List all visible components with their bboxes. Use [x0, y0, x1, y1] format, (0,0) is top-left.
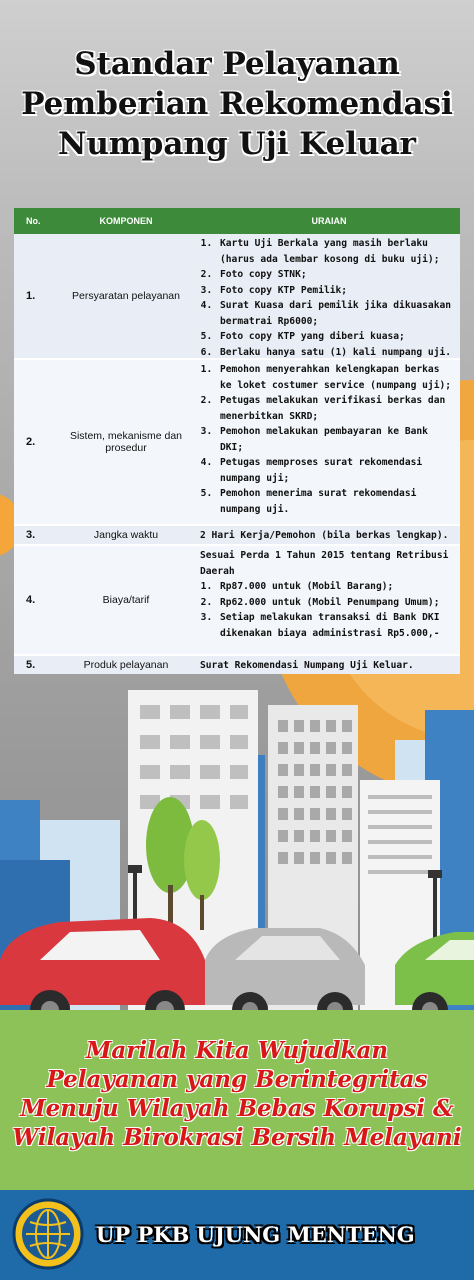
slogan-line-4: Wilayah Birokrasi Bersih Melayani — [12, 1124, 462, 1151]
slogan-line-3: Menuju Wilayah Bebas Korupsi & — [20, 1095, 454, 1122]
row-uraian: Surat Rekomendasi Numpang Uji Keluar. — [200, 660, 414, 671]
logo-emblem — [12, 1198, 84, 1270]
city-skyline — [0, 660, 474, 1030]
slogan-line-1: Marilah Kita Wujudkan — [85, 1037, 389, 1064]
list-item: 6. Berlaku hanya satu (1) kali numpang uji. — [218, 345, 456, 361]
table-row — [14, 360, 460, 526]
list-item: 1. Pemohon menyerahkan kelengkapan berkas ke loket costumer service (numpang uji); — [218, 362, 456, 393]
row-uraian — [198, 234, 460, 358]
list-item: 2. Rp62.000 untuk (Mobil Penumpang Umum); — [218, 595, 456, 611]
list-item: 1. Kartu Uji Berkala yang masih berlaku (harus ada lembar kosong di buku uji); — [218, 236, 456, 267]
list-item: 4. Petugas memproses surat rekomendasi numpang uji; — [218, 455, 456, 486]
list-item: 3. Pemohon melakukan pembayaran ke Bank DKI; — [218, 424, 456, 455]
row-uraian — [198, 360, 460, 524]
row-komponen: Biaya/tarif — [102, 594, 150, 606]
header-no: No. — [26, 216, 41, 226]
list-item: 1. Rp87.000 untuk (Mobil Barang); — [218, 579, 456, 595]
org-name: UP PKB UJUNG MENTENG — [96, 1222, 415, 1247]
row-uraian: 2 Hari Kerja/Pemohon (bila berkas lengkap). — [200, 530, 449, 541]
list-item: 2. Petugas melakukan verifikasi berkas dan menerbitkan SKRD; — [218, 393, 456, 424]
title-line-1: Standar Pelayanan — [74, 46, 400, 82]
row-intro: Sesuai Perda 1 Tahun 2015 tentang Retribusi Daerah — [200, 550, 449, 577]
list-item: 3. Setiap melakukan transaksi di Bank DKI dikenakan biaya administrasi Rp5.000,- — [218, 610, 456, 641]
row-no: 2. — [26, 436, 36, 448]
title-line-3: Numpang Uji Keluar — [58, 126, 416, 162]
row-no: 3. — [26, 529, 36, 541]
service-standard-table — [14, 208, 460, 674]
list-item: 2. Foto copy STNK; — [218, 267, 456, 283]
row-komponen: Persyaratan pelayanan — [72, 290, 180, 302]
row-komponen: Produk pelayanan — [83, 659, 169, 671]
list-item: 4. Surat Kuasa dari pemilik jika dikuasakan bermatrai Rp6000; — [218, 298, 456, 329]
table-row — [14, 526, 460, 546]
table-row — [14, 656, 460, 674]
header-komponen: KOMPONEN — [99, 216, 153, 226]
table-header — [14, 208, 460, 234]
header-uraian: URAIAN — [311, 216, 347, 226]
page-title — [0, 44, 474, 164]
row-no: 4. — [26, 594, 36, 606]
list-item: 5. Foto copy KTP yang diberi kuasa; — [218, 329, 456, 345]
slogan — [0, 1036, 474, 1152]
row-komponen: Jangka waktu — [93, 529, 159, 541]
slogan-line-2: Pelayanan yang Berintegritas — [46, 1066, 428, 1093]
table-row — [14, 234, 460, 360]
row-uraian — [198, 546, 460, 654]
table-row — [14, 546, 460, 656]
list-item: 5. Pemohon menerima surat rekomendasi numpang uji. — [218, 486, 456, 517]
row-no: 5. — [26, 659, 36, 671]
row-komponen: Sistem, mekanisme dan prosedur — [69, 430, 183, 454]
list-item: 3. Foto copy KTP Pemilik; — [218, 283, 456, 299]
title-line-2: Pemberian Rekomendasi — [21, 86, 453, 122]
row-no: 1. — [26, 290, 36, 302]
